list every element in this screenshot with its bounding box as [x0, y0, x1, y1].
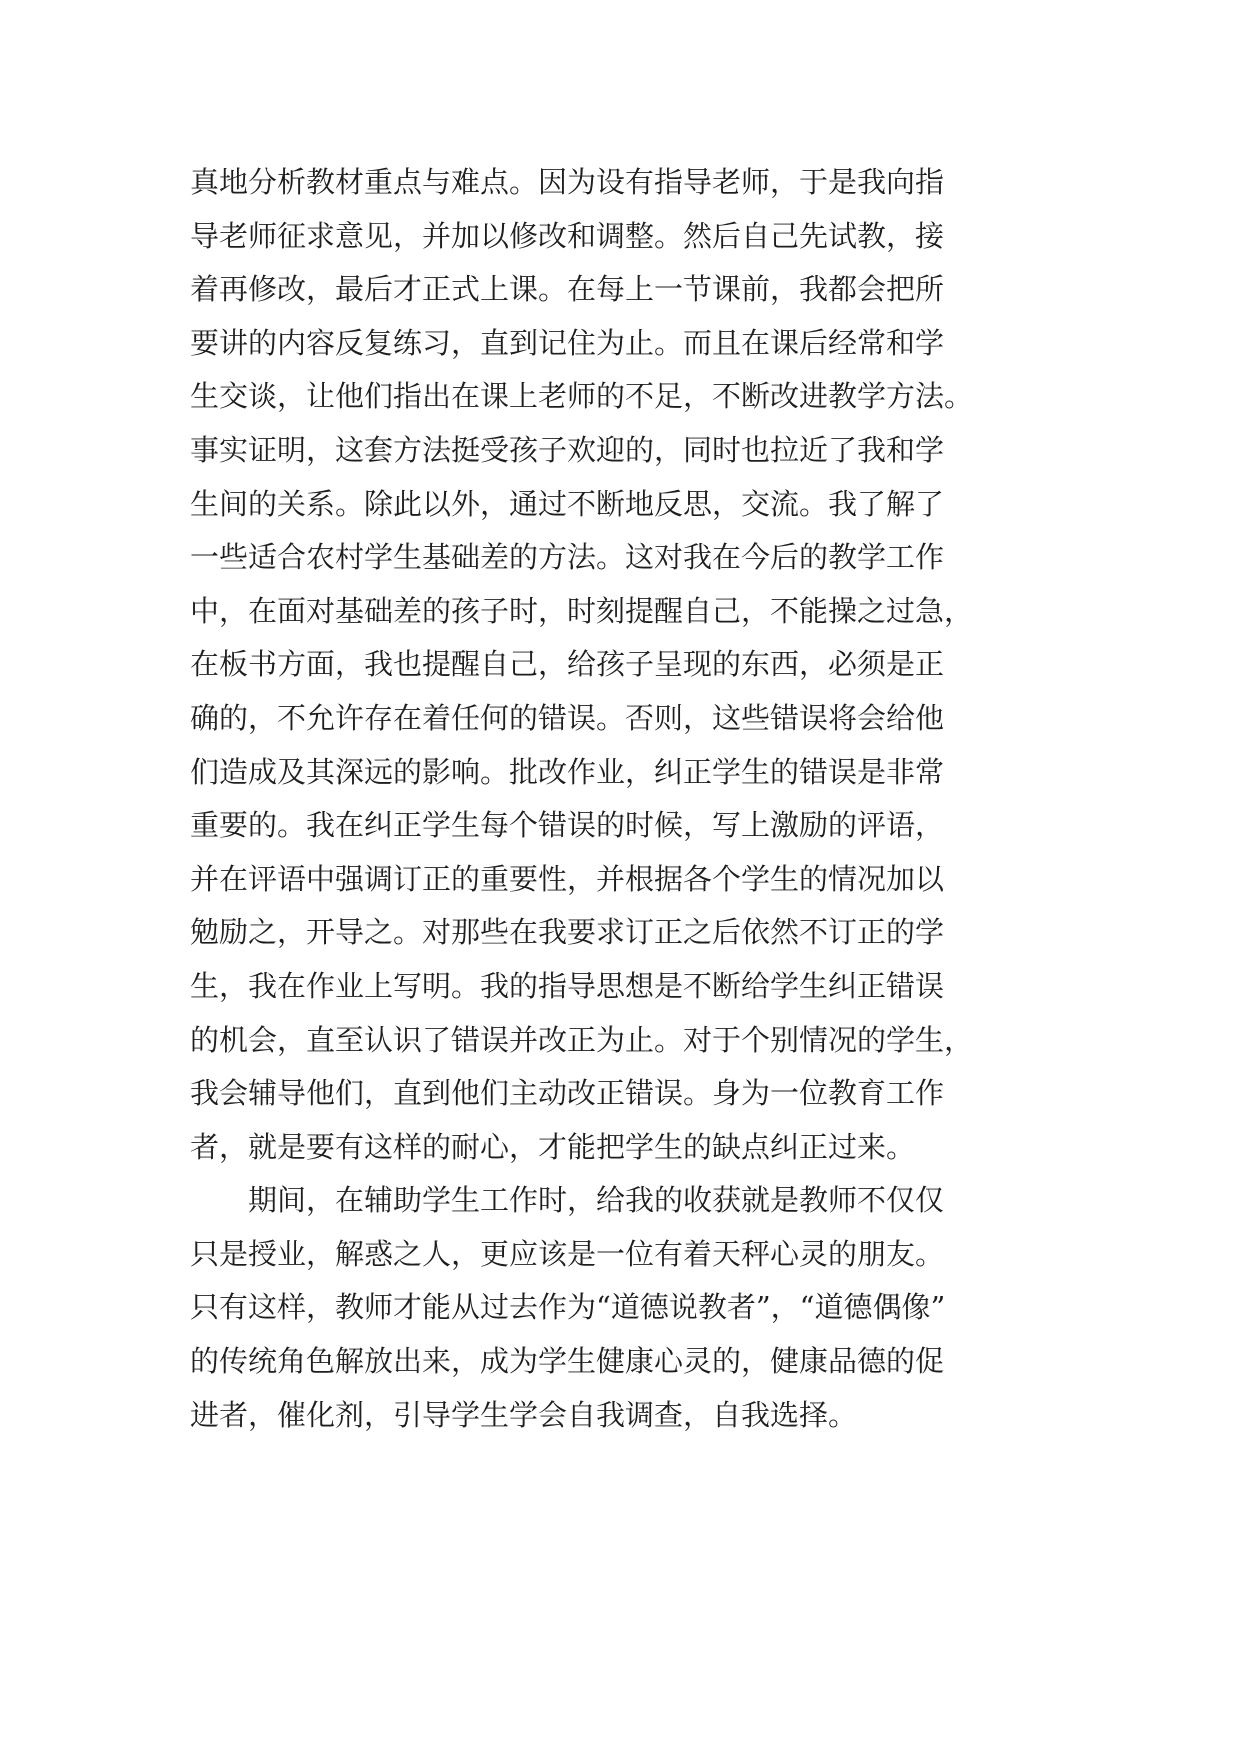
- text-line: 导老师征求意见，并加以修改和调整。然后自己先试教，接: [190, 218, 945, 253]
- text-line: 进者，催化剂，引导学生学会自我调查，自我选择。: [190, 1397, 858, 1432]
- text-line: 生间的关系。除此以外，通过不断地反思，交流。我了解了: [190, 486, 945, 521]
- paragraph-2: [190, 1174, 1070, 1442]
- text-line: 在板书方面，我也提醒自己，给孩子呈现的东西，必须是正: [190, 647, 945, 682]
- text-line: 们造成及其深远的影响。批改作业，纠正学生的错误是非常: [190, 754, 945, 789]
- text-line: 事实证明，这套方法挺受孩子欢迎的，同时也拉近了我和学: [190, 432, 945, 467]
- text-line: 要讲的内容反复练习，直到记住为止。而且在课后经常和学: [190, 325, 945, 360]
- text-line: 真地分析教材重点与难点。因为设有指导老师，于是我向指: [190, 165, 945, 199]
- text-line: 生交谈，让他们指出在课上老师的不足，不断改进教学方法。: [190, 379, 974, 414]
- text-line: 中，在面对基础差的孩子时，时刻提醒自己，不能操之过急，: [190, 593, 974, 628]
- text-line: 一些适合农村学生基础差的方法。这对我在今后的教学工作: [190, 540, 945, 575]
- body-text: [190, 156, 1070, 1442]
- text-line: 者，就是要有这样的耐心，才能把学生的缺点纠正过来。: [190, 1129, 916, 1164]
- text-line: 并在评语中强调订正的重要性，并根据各个学生的情况加以: [190, 861, 945, 896]
- paragraph-1: [190, 156, 1070, 1174]
- text-line: 着再修改，最后才正式上课。在每上一节课前，我都会把所: [190, 272, 945, 307]
- text-line: 只有这样，教师才能从过去作为“道德说教者”，“道德偶像”: [190, 1290, 946, 1325]
- text-line: 的机会，直至认识了错误并改正为止。对于个别情况的学生，: [190, 1022, 974, 1057]
- text-line: 确的，不允许存在着任何的错误。否则，这些错误将会给他: [190, 700, 945, 735]
- text-line: 勉励之，开导之。对那些在我要求订正之后依然不订正的学: [190, 915, 945, 950]
- text-line: 的传统角色解放出来，成为学生健康心灵的，健康品德的促: [190, 1344, 945, 1379]
- text-line: 重要的。我在纠正学生每个错误的时候，写上激励的评语，: [190, 808, 945, 843]
- text-line: 期间，在辅助学生工作时，给我的收获就是教师不仅仅: [248, 1183, 945, 1218]
- text-line: 我会辅导他们，直到他们主动改正错误。身为一位教育工作: [190, 1076, 945, 1111]
- text-line: 只是授业，解惑之人，更应该是一位有着天秤心灵的朋友。: [190, 1236, 945, 1271]
- text-line: 生，我在作业上写明。我的指导思想是不断给学生纠正错误: [190, 968, 945, 1003]
